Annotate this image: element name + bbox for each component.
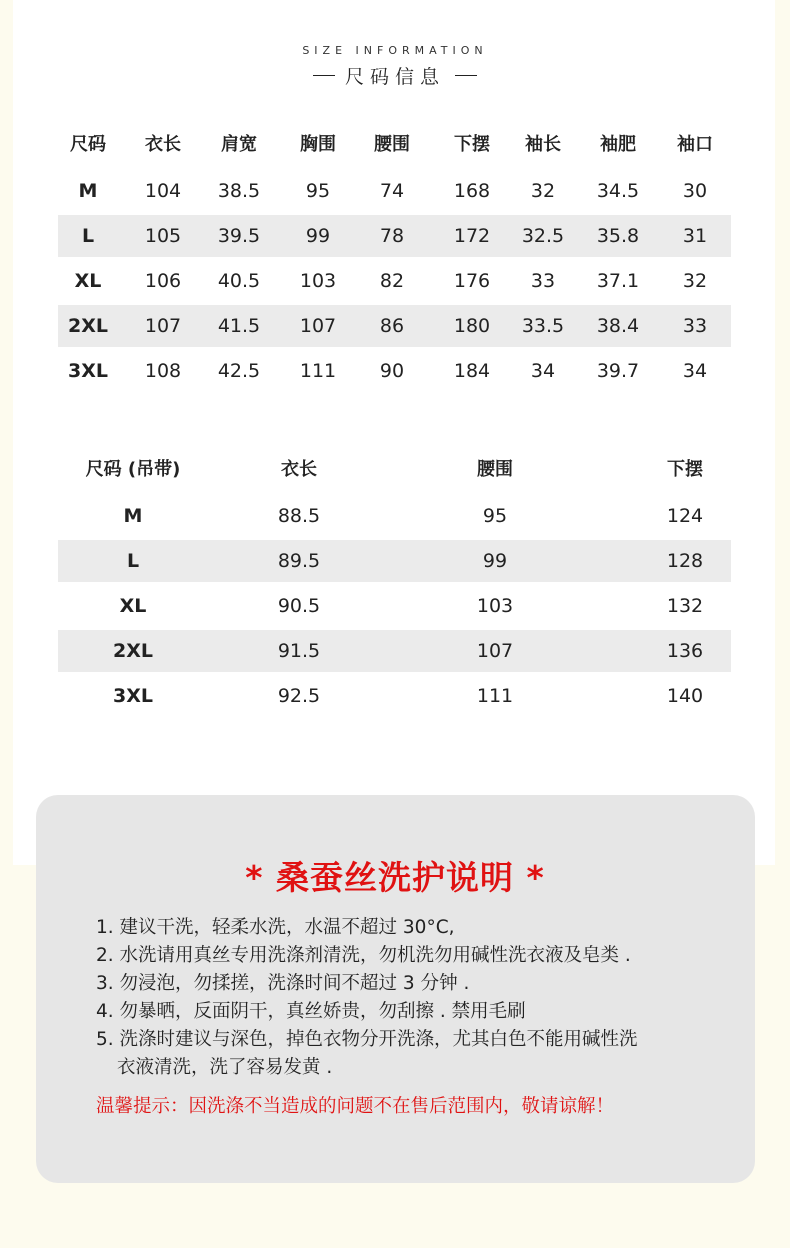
table-cell: 32	[682, 270, 708, 292]
table-cell: 99	[482, 550, 508, 572]
table-row	[58, 347, 731, 395]
table-cell: 105	[144, 225, 182, 247]
header-dash-left	[313, 75, 335, 76]
table-row	[58, 540, 731, 582]
table-cell: 91.5	[277, 640, 321, 662]
care-title: * 桑蚕丝洗护说明 *	[245, 858, 545, 897]
table-cell: 34	[682, 360, 708, 382]
table-row	[58, 630, 731, 672]
size-table-camisole	[58, 444, 731, 720]
table-row	[58, 492, 731, 540]
table-row	[58, 257, 731, 305]
table-row	[58, 305, 731, 347]
table-cell: 136	[666, 640, 704, 662]
table-cell: 168	[453, 180, 491, 202]
size-label: 3XL	[113, 685, 153, 707]
care-item: 5. 洗涤时建议与深色，掉色衣物分开洗涤，尤其白色不能用碱性洗	[96, 1029, 638, 1050]
size-label: L	[126, 550, 140, 572]
table-cell: 33.5	[521, 315, 565, 337]
column-header: 下摆	[667, 459, 703, 480]
table-cell: 132	[666, 595, 704, 617]
table-row	[58, 215, 731, 257]
column-header: 胸围	[300, 134, 336, 155]
table-cell: 90.5	[277, 595, 321, 617]
table-cell: 104	[144, 180, 182, 202]
table-cell: 111	[476, 685, 514, 707]
table-cell: 95	[482, 505, 508, 527]
table-cell: 90	[379, 360, 405, 382]
care-item: 2. 水洗请用真丝专用洗涤剂清洗，勿机洗勿用碱性洗衣液及皂类 .	[96, 945, 631, 966]
table-row	[58, 582, 731, 630]
header-en: SIZE INFORMATION	[302, 44, 488, 57]
column-header: 尺码	[70, 134, 106, 155]
size-label: L	[81, 225, 95, 247]
size-label: 3XL	[68, 360, 108, 382]
table-cell: 78	[379, 225, 405, 247]
table-cell: 103	[299, 270, 337, 292]
size-label: M	[78, 180, 98, 202]
column-header: 下摆	[454, 134, 490, 155]
table-cell: 92.5	[277, 685, 321, 707]
column-header: 袖长	[525, 134, 561, 155]
table-cell: 106	[144, 270, 182, 292]
header-cn-text: 尺码信息	[344, 66, 445, 88]
column-header: 袖肥	[600, 134, 636, 155]
table-cell: 82	[379, 270, 405, 292]
table-cell: 180	[453, 315, 491, 337]
column-header: 尺码 (吊带)	[85, 459, 181, 480]
table-cell: 89.5	[277, 550, 321, 572]
table-cell: 107	[299, 315, 337, 337]
care-list	[96, 914, 736, 1082]
table-cell: 42.5	[217, 360, 261, 382]
table-cell: 107	[144, 315, 182, 337]
table-cell: 41.5	[217, 315, 261, 337]
column-header: 袖口	[677, 134, 713, 155]
table-cell: 32.5	[521, 225, 565, 247]
table-cell: 38.5	[217, 180, 261, 202]
column-header: 肩宽	[221, 134, 257, 155]
table-cell: 124	[666, 505, 704, 527]
table-cell: 38.4	[596, 315, 640, 337]
table-cell: 30	[682, 180, 708, 202]
table-cell: 111	[299, 360, 337, 382]
table-cell: 39.5	[217, 225, 261, 247]
table-cell: 34	[530, 360, 556, 382]
care-item: 4. 勿暴晒，反面阴干，真丝娇贵，勿刮擦 . 禁用毛刷	[96, 1001, 526, 1022]
care-item: 衣液清洗，洗了容易发黄 .	[117, 1057, 333, 1078]
column-header: 腰围	[374, 134, 410, 155]
table-cell: 103	[476, 595, 514, 617]
table-cell: 37.1	[596, 270, 640, 292]
table-cell: 140	[666, 685, 704, 707]
table-cell: 34.5	[596, 180, 640, 202]
table-row	[58, 167, 731, 215]
size-table-main	[58, 119, 731, 395]
size-label: XL	[74, 270, 102, 292]
size-label: 2XL	[68, 315, 108, 337]
table-cell: 33	[682, 315, 708, 337]
size-label: 2XL	[113, 640, 153, 662]
table-cell: 74	[379, 180, 405, 202]
table-cell: 184	[453, 360, 491, 382]
table-cell: 88.5	[277, 505, 321, 527]
care-item: 3. 勿浸泡，勿揉搓，洗涤时间不超过 3 分钟 .	[96, 973, 470, 994]
size-label: XL	[119, 595, 147, 617]
table-cell: 40.5	[217, 270, 261, 292]
table-row	[58, 672, 731, 720]
table-cell: 172	[453, 225, 491, 247]
table-cell: 33	[530, 270, 556, 292]
table-cell: 108	[144, 360, 182, 382]
table-cell: 128	[666, 550, 704, 572]
column-header: 衣长	[145, 134, 181, 155]
header-cn	[0, 62, 790, 89]
table-cell: 99	[305, 225, 331, 247]
size-label: M	[123, 505, 143, 527]
table-cell: 176	[453, 270, 491, 292]
table-header-row	[58, 444, 731, 492]
care-warning: 温馨提示：因洗涤不当造成的问题不在售后范围内，敬请谅解！	[96, 1096, 615, 1117]
table-cell: 35.8	[596, 225, 640, 247]
table-cell: 86	[379, 315, 405, 337]
care-item: 1. 建议干洗，轻柔水洗，水温不超过 30°C,	[96, 917, 455, 938]
header-dash-right	[455, 75, 477, 76]
column-header: 衣长	[281, 459, 317, 480]
table-cell: 32	[530, 180, 556, 202]
column-header: 腰围	[477, 459, 513, 480]
table-cell: 107	[476, 640, 514, 662]
table-header-row	[58, 119, 731, 167]
table-cell: 95	[305, 180, 331, 202]
table-cell: 39.7	[596, 360, 640, 382]
table-cell: 31	[682, 225, 708, 247]
